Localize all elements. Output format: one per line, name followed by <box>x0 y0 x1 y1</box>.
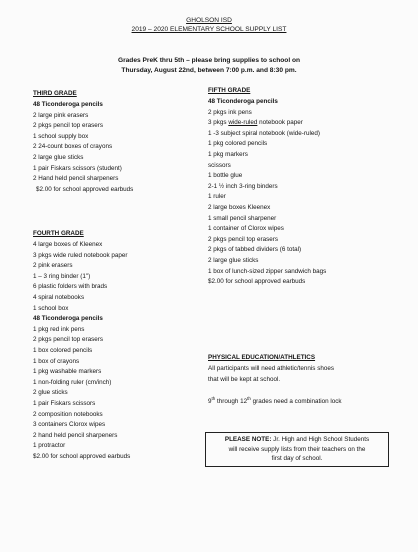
list-item: 2 large glue sticks <box>33 153 84 161</box>
lock-sup-a: th <box>211 396 216 402</box>
list-item: 1 small pencil sharpener <box>208 214 277 222</box>
list-item: 1 pkg red ink pens <box>33 325 85 333</box>
list-item: 2 pkgs ink pens <box>208 108 252 116</box>
please-note-box <box>205 432 389 467</box>
list-item: $2.00 for school approved earbuds <box>36 185 134 193</box>
pe-section <box>208 352 398 408</box>
pe-line-2: that will be kept at school. <box>208 375 281 383</box>
list-item: 2 hand held pencil sharpeners <box>33 431 118 439</box>
list-item: 1 container of Clorox wipes <box>208 225 284 233</box>
list-item: 1 box colored pencils <box>33 346 93 354</box>
list-item: 2 pkgs of tabbed dividers (6 total) <box>208 246 302 254</box>
list-item: 1 pair Fiskars scissors (student) <box>33 164 122 172</box>
pe-lock-line <box>208 394 398 408</box>
list-item: 1 protractor <box>33 442 66 450</box>
list-item: 1 pkg markers <box>208 150 248 158</box>
list-item: 1 non-folding ruler (cm/inch) <box>33 378 112 386</box>
list-item: 2 large pink erasers <box>33 111 89 119</box>
district-name: GHOLSON ISD <box>186 17 232 24</box>
list-item: 6 plastic folders with brads <box>33 283 108 291</box>
list-item-paper <box>208 118 398 129</box>
third-grade-title: THIRD GRADE <box>33 90 77 97</box>
intro-line-1: Grades PreK thru 5th – please bring supplies to school on <box>117 57 301 64</box>
note-line-3: first day of school. <box>271 455 323 463</box>
list-item: 1 -3 subject spiral notebook (wide-ruled) <box>208 129 321 137</box>
list-item: scissors <box>208 161 231 169</box>
list-item: 1 pkg washable markers <box>33 368 102 376</box>
list-item: 2 glue sticks <box>33 389 68 397</box>
pe-line-1: All participants will need athletic/tennis shoes <box>208 365 335 372</box>
third-grade-section <box>33 88 203 195</box>
lock-text-b: through 12 <box>215 398 248 406</box>
list-item: 2-1 ½ inch 3-ring binders <box>208 182 278 190</box>
list-item: 2 large boxes Kleenex <box>208 203 271 211</box>
list-item: 2 large glue sticks <box>208 256 259 264</box>
page-header <box>0 16 418 34</box>
intro-line-2: Thursday, August 22nd, between 7:00 p.m. and 8:30 pm. <box>121 66 297 74</box>
paper-prefix: 3 pkgs <box>208 119 229 127</box>
list-item: 1 bottle glue <box>208 172 243 180</box>
lock-text-a: 9 <box>208 398 212 406</box>
fifth-grade-section <box>208 85 398 288</box>
list-item: 1 box of lunch-sized zipper sandwich bags <box>208 267 327 275</box>
note-line-1 <box>209 435 385 445</box>
fourth-grade-title: FOURTH GRADE <box>33 230 84 237</box>
note-line-2: will receive supply lists from their teachers on the <box>228 445 366 453</box>
list-item: 2 pkgs pencil top erasers <box>33 122 104 130</box>
paper-suffix: notebook paper <box>257 119 303 127</box>
fourth-grade-section <box>33 228 203 462</box>
list-item: $2.00 for school approved earbuds <box>33 452 131 460</box>
note-line-1-rest: Jr. High and High School Students <box>271 436 370 443</box>
lock-sup-b: th <box>247 396 251 402</box>
intro-text <box>80 56 338 75</box>
list-item: 2 composition notebooks <box>33 410 103 418</box>
list-item: 48 Ticonderoga pencils <box>208 98 278 105</box>
list-item: 1 pkg colored pencils <box>208 140 268 148</box>
list-item: 1 pair Fiskars scissors <box>33 399 96 407</box>
list-item: $2.00 for school approved earbuds <box>208 278 306 286</box>
list-item: 2 pkgs pencil top erasers <box>33 336 104 344</box>
list-item: 2 24-count boxes of crayons <box>33 143 113 151</box>
list-item: 1 school box <box>33 304 69 312</box>
list-item: 2 pkgs pencil top erasers <box>208 235 279 243</box>
list-item: 48 Ticonderoga pencils <box>33 315 103 323</box>
list-item: 1 school supply box <box>33 132 89 140</box>
list-item: 1 ruler <box>208 193 226 201</box>
list-item: 1 box of crayons <box>33 357 80 365</box>
list-item: 3 containers Clorox wipes <box>33 421 106 429</box>
list-item: 3 pkgs wide ruled notebook paper <box>33 251 128 259</box>
list-item: 2 pink erasers <box>33 262 73 270</box>
fifth-grade-title: FIFTH GRADE <box>208 87 251 94</box>
list-item: 2 Hand held pencil sharpeners <box>33 175 119 183</box>
list-item: 4 spiral notebooks <box>33 293 85 301</box>
pe-title: PHYSICAL EDUCATION/ATHLETICS <box>208 354 316 361</box>
note-lead: PLEASE NOTE: <box>224 436 272 443</box>
paper-emphasis: wide-ruled <box>228 119 258 127</box>
lock-text-c: grades need a combination lock <box>250 398 342 406</box>
list-item: 4 large boxes of Kleenex <box>33 241 103 248</box>
list-item: 48 Ticonderoga pencils <box>33 101 103 108</box>
list-item: 1 – 3 ring binder (1") <box>33 272 91 280</box>
list-title: 2019 – 2020 ELEMENTARY SCHOOL SUPPLY LIST <box>131 26 287 33</box>
